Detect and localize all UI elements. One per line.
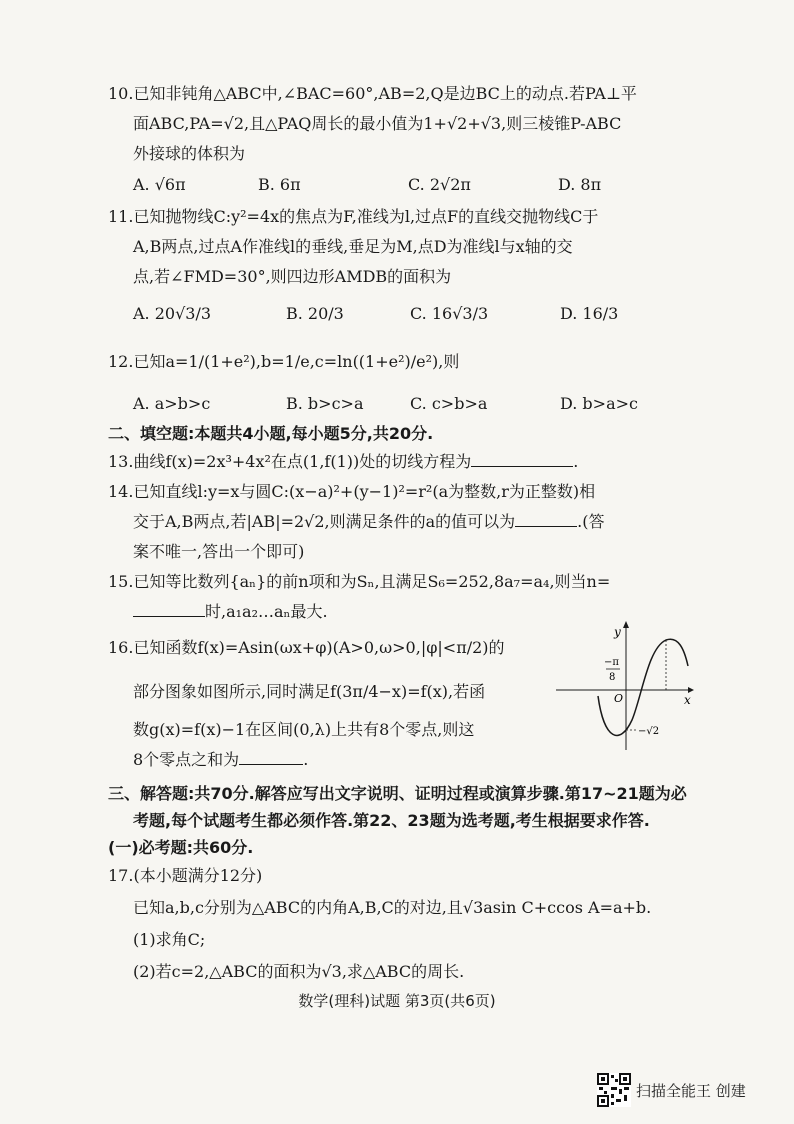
q10-option-d: D. 8π [558, 175, 602, 194]
q16-function-graph [556, 618, 696, 753]
q16-line1: 16.已知函数f(x)=Asin(ωx+φ)(A>0,ω>0,|φ|<π/2)的 [108, 638, 505, 657]
graph-eight-label: 8 [609, 672, 616, 683]
q12-option-c: C. c>b>a [410, 394, 488, 413]
scanner-watermark: 扫描全能王 创建 [636, 1082, 746, 1100]
q10-line1: 10.已知非钝角△ABC中,∠BAC=60°,AB=2,Q是边BC上的动点.若PA⊥平 [108, 84, 637, 103]
q14-line1: 14.已知直线l:y=x与圆C:(x−a)²+(y−1)²=r²(a为整数,r为正整数)相 [108, 482, 596, 501]
q15-line2 [133, 600, 328, 624]
q17-sub1: (1)求角C; [133, 930, 206, 949]
part-required-heading: (一)必考题:共60分. [108, 838, 254, 857]
q11-option-d: D. 16/3 [560, 304, 619, 323]
q11-option-b: B. 20/3 [286, 304, 344, 323]
q10-option-c: C. 2√2π [408, 175, 471, 194]
q13-text: 13.曲线f(x)=2x³+4x²在点(1,f(1))处的切线方程为 [108, 452, 472, 471]
q12-option-d: D. b>a>c [560, 394, 638, 413]
q14-line2 [133, 510, 605, 534]
q16-line4 [133, 748, 308, 772]
q10-line2: 面ABC,PA=√2,且△PAQ周长的最小值为1+√2+√3,则三棱锥P-ABC [133, 114, 622, 133]
section-answer-heading-line1: 三、解答题:共70分.解答应写出文字说明、证明过程或演算步骤.第17~21题为必 [108, 784, 687, 803]
q12-option-b: B. b>c>a [286, 394, 364, 413]
graph-x-label: x [684, 693, 691, 707]
q14-text: 交于A,B两点,若|AB|=2√2,则满足条件的a的值可以为 [133, 512, 516, 531]
q17-title: 17.(本小题满分12分) [108, 866, 263, 885]
q11-option-a: A. 20√3/3 [133, 304, 212, 323]
page-footer: 数学(理科)试题 第3页(共6页) [298, 992, 496, 1010]
q13-line1 [108, 450, 578, 474]
q14-answer-blank[interactable] [515, 510, 577, 527]
q13-end: . [573, 452, 579, 471]
section-answer-heading-line2: 考题,每个试题考生都必须作答.第22、23题为选考题,考生根据要求作答. [133, 811, 650, 830]
q11-line3: 点,若∠FMD=30°,则四边形AMDB的面积为 [133, 267, 452, 286]
graph-y-label: y [614, 625, 621, 639]
q12-line1: 12.已知a=1/(1+e²),b=1/e,c=ln((1+e²)/e²),则 [108, 352, 460, 371]
q16-line3: 数g(x)=f(x)−1在区间(0,λ)上共有8个零点,则这 [133, 720, 475, 739]
graph-origin-label: O [614, 692, 624, 705]
graph-neg-root2-label: −√2 [638, 726, 660, 737]
section-fill-in-heading: 二、填空题:本题共4小题,每小题5分,共20分. [108, 424, 434, 443]
q14-line3: 案不唯一,答出一个即可) [133, 542, 305, 561]
q15-line1: 15.已知等比数列{aₙ}的前n项和为Sₙ,且满足S₆=252,8a₇=a₄,则当n= [108, 572, 611, 591]
q16-line2: 部分图象如图所示,同时满足f(3π/4−x)=f(x),若函 [133, 682, 486, 701]
q13-answer-blank[interactable] [471, 450, 573, 467]
q16-answer-blank[interactable] [239, 748, 303, 765]
q16-end: . [303, 750, 309, 769]
graph-neg-pi-label: −π [604, 657, 619, 668]
q15-text: 时,a₁a₂…aₙ最大. [205, 602, 328, 621]
q17-sub2: (2)若c=2,△ABC的面积为√3,求△ABC的周长. [133, 962, 465, 981]
graph-sine-curve [598, 639, 688, 735]
q11-option-c: C. 16√3/3 [410, 304, 489, 323]
q10-line3: 外接球的体积为 [133, 144, 246, 163]
q12-option-a: A. a>b>c [133, 394, 211, 413]
q14-text-end: .(答 [577, 512, 605, 531]
q16-text: 8个零点之和为 [133, 750, 240, 769]
q17-line1: 已知a,b,c分别为△ABC的内角A,B,C的对边,且√3asin C+ccos A=a+b. [133, 898, 652, 917]
q10-option-b: B. 6π [258, 175, 301, 194]
qr-code-icon [597, 1073, 631, 1107]
q11-line1: 11.已知抛物线C:y²=4x的焦点为F,准线为l,过点F的直线交抛物线C于 [108, 207, 599, 226]
q15-answer-blank[interactable] [133, 600, 205, 617]
graph-y-arrow [623, 621, 629, 628]
q10-option-a: A. √6π [133, 175, 186, 194]
q11-line2: A,B两点,过点A作准线l的垂线,垂足为M,点D为准线l与x轴的交 [133, 237, 573, 256]
